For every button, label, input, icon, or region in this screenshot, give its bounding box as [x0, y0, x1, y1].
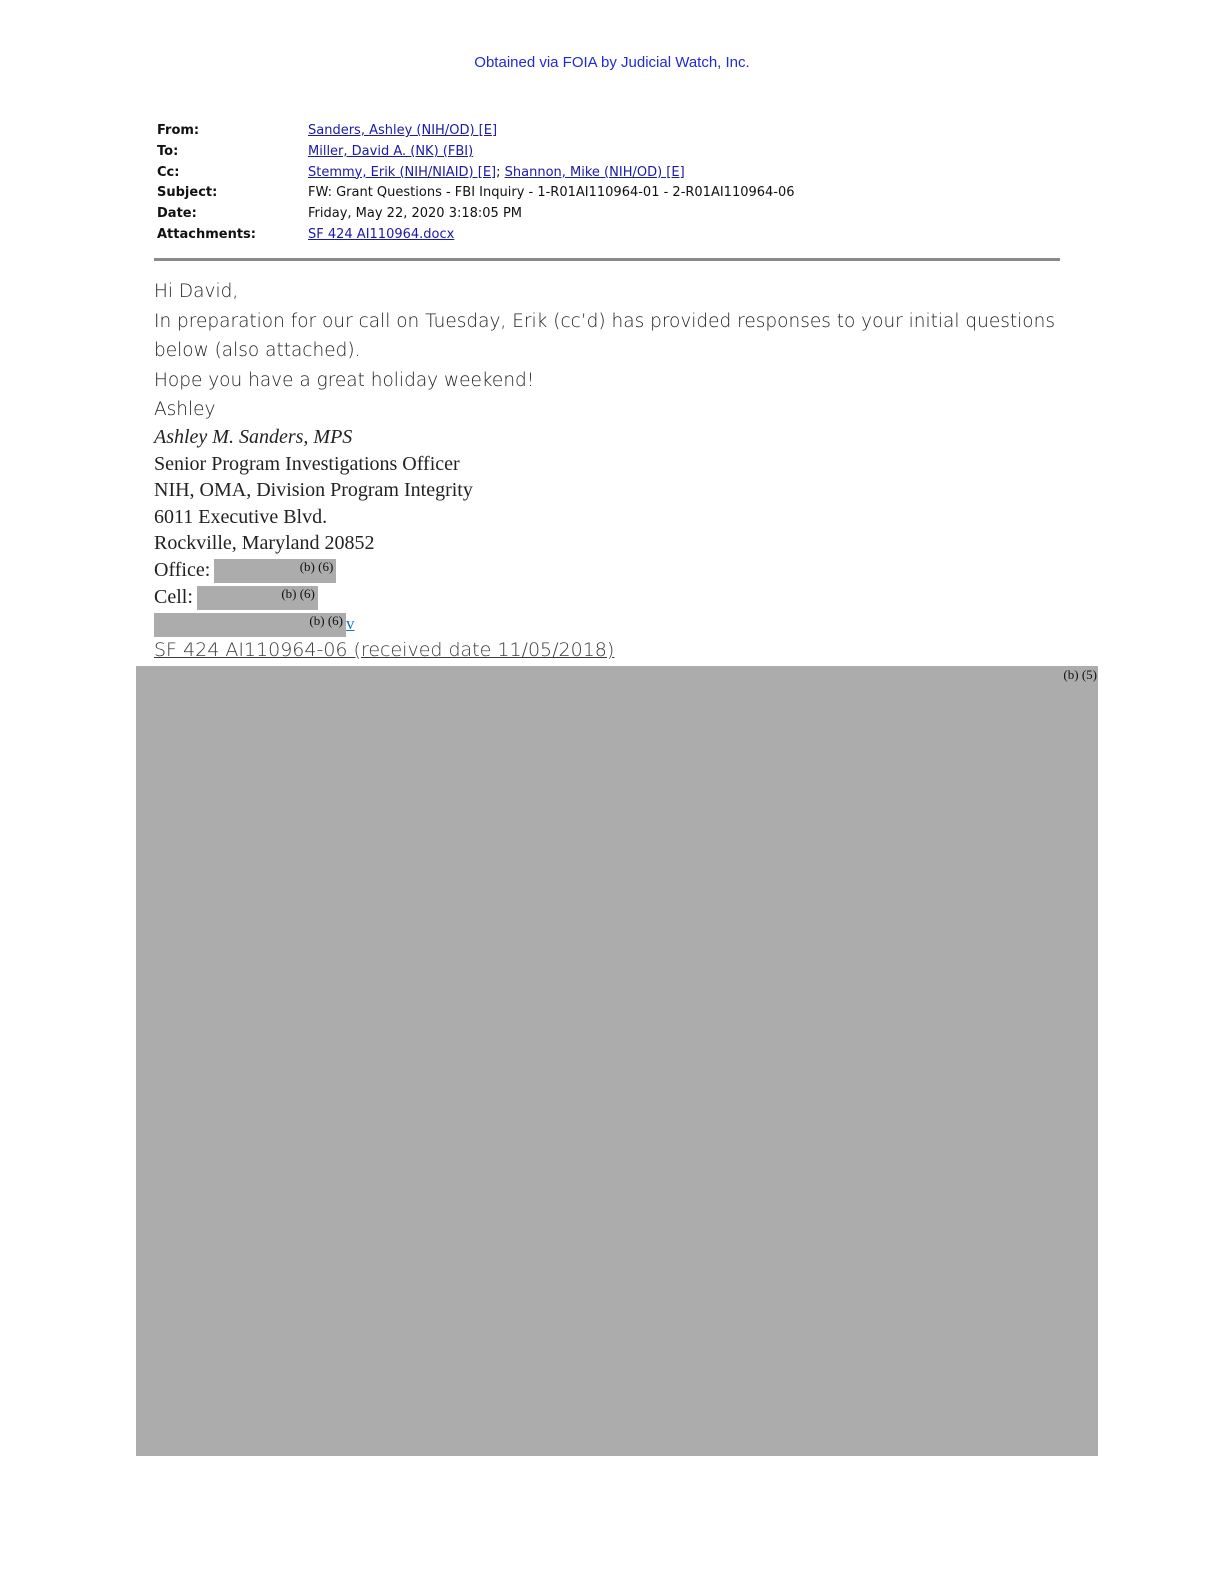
signature-block	[154, 424, 473, 638]
body-line-4: Ashley	[154, 399, 216, 420]
from-link[interactable]: Sanders, Ashley (NIH/OD) [E]	[308, 123, 498, 138]
signature-street: 6011 Executive Blvd.	[154, 505, 328, 528]
header-divider	[154, 258, 1060, 261]
greeting: Hi David,	[154, 281, 239, 302]
signature-cell-row	[154, 584, 473, 611]
signature-name: Ashley M. Sanders, MPS	[154, 426, 353, 448]
large-redaction-code: (b) (5)	[1063, 667, 1097, 682]
cc-label: Cc:	[157, 164, 180, 180]
cell-label: Cell:	[154, 585, 193, 608]
body-line-1: In preparation for our call on Tuesday, Erik (cc’d) has provided responses to your initial questions	[154, 310, 1055, 332]
body-line-3: Hope you have a great holiday weekend!	[154, 369, 535, 391]
attachments-label: Attachments:	[157, 226, 256, 242]
cc-link-shannon[interactable]: Shannon, Mike (NIH/OD) [E]	[504, 164, 685, 180]
date-value: Friday, May 22, 2020 3:18:05 PM	[308, 206, 522, 222]
signature-city: Rockville, Maryland 20852	[154, 532, 375, 555]
email-redaction: (b) (6)	[154, 613, 346, 637]
large-redaction-block	[136, 666, 1098, 1456]
from-label: From:	[157, 123, 200, 138]
foia-watermark: Obtained via FOIA by Judicial Watch, Inc.	[474, 54, 750, 71]
email-link-tail[interactable]: v	[346, 614, 355, 634]
signature-title: Senior Program Investigations Officer	[154, 452, 460, 475]
cell-redaction: (b) (6)	[197, 586, 318, 610]
sf424-attachment-link[interactable]: SF 424 AI110964-06 (received date 11/05/2018)	[154, 639, 615, 661]
attachment-link[interactable]: SF 424 AI110964.docx	[308, 226, 455, 242]
signature-org: NIH, OMA, Division Program Integrity	[154, 479, 473, 502]
cc-separator: ;	[496, 164, 501, 180]
signature-office-row	[154, 557, 473, 584]
office-label: Office:	[154, 558, 211, 581]
office-redaction: (b) (6)	[214, 559, 336, 583]
to-link[interactable]: Miller, David A. (NK) (FBI)	[308, 143, 474, 159]
body-line-2: below (also attached).	[154, 340, 361, 361]
cc-link-stemmy[interactable]: Stemmy, Erik (NIH/NIAID) [E]	[308, 164, 497, 180]
subject-value: FW: Grant Questions - FBI Inquiry - 1-R01AI110964-01 - 2-R01AI110964-06	[308, 185, 795, 201]
signature-email-row	[154, 610, 473, 638]
date-label: Date:	[157, 206, 197, 222]
subject-label: Subject:	[157, 185, 218, 201]
to-label: To:	[157, 143, 179, 159]
email-body	[154, 277, 1055, 425]
